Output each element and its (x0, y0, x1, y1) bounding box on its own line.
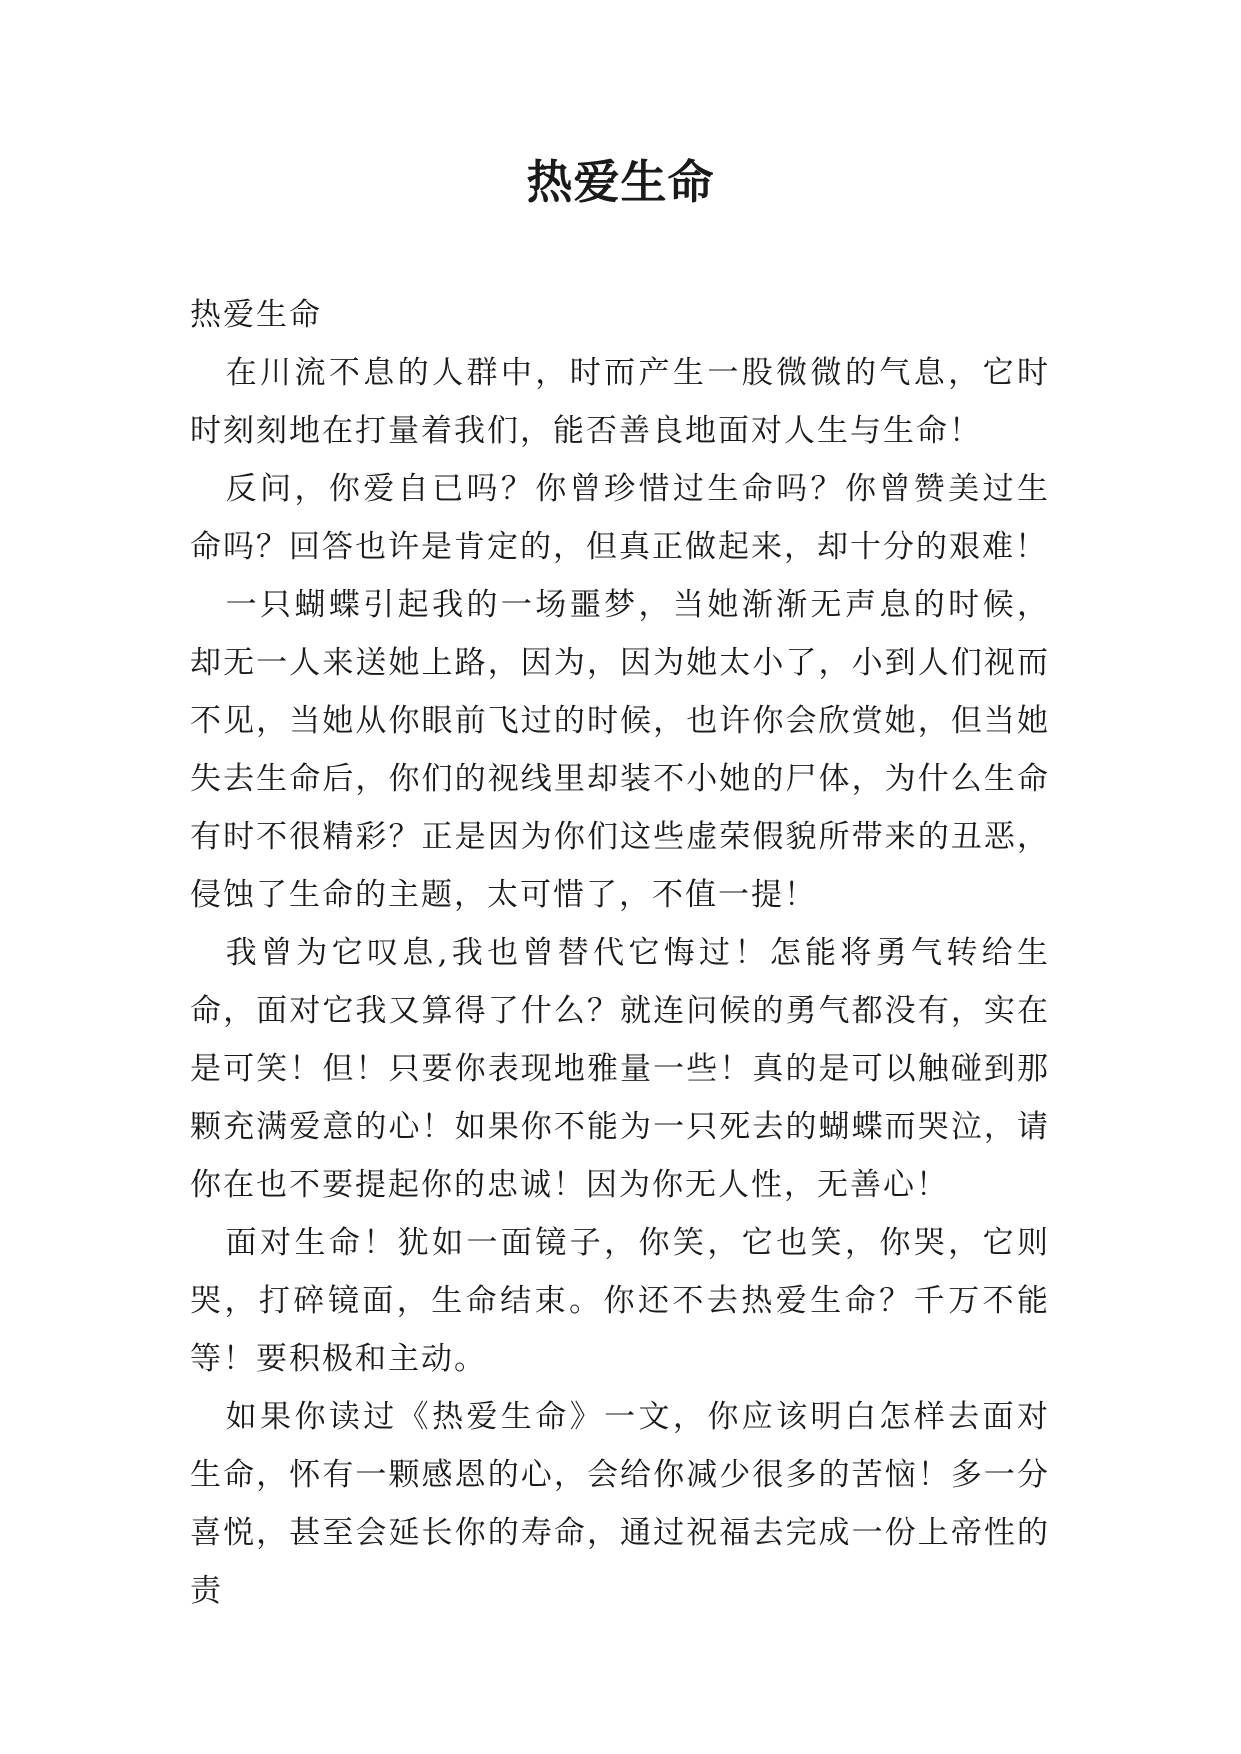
paragraph-1: 在川流不息的人群中，时而产生一股微微的气息，它时时刻刻地在打量着我们，能否善良地面对人生与生命！ (190, 355, 1050, 449)
document-title: 热爱生命 (526, 155, 715, 209)
paragraph-2: 反问，你爱自已吗？你曾珍惜过生命吗？你曾赞美过生命吗？回答也许是肯定的，但真正做起来，却十分的艰难！ (190, 471, 1050, 565)
paragraph-3: 一只蝴蝶引起我的一场噩梦，当她渐渐无声息的时候，却无一人来送她上路，因为，因为她太小了，小到人们视而不见，当她从你眼前飞过的时候，也许你会欣赏她，但当她失去生命后，你们的视线里却装不小她的尸体，为什么生命有时不很精彩？正是因为你们这些虚荣假貌所带来的丑恶，侵蚀了生命的主题，太可惜了，不值一提！ (190, 587, 1050, 913)
body-heading: 热爱生命 (190, 297, 322, 333)
paragraph-4: 我曾为它叹息,我也曾替代它悔过！怎能将勇气转给生命，面对它我又算得了什么？就连问候的勇气都没有，实在是可笑！但！只要你表现地雅量一些！真的是可以触碰到那颗充满爱意的心！如果你不能为一只死去的蝴蝶而哭泣，请你在也不要提起你的忠诚！因为你无人性，无善心！ (190, 935, 1050, 1203)
paragraph-5: 面对生命！犹如一面镜子，你笑，它也笑，你哭，它则哭，打碎镜面，生命结束。你还不去热爱生命？千万不能等！要积极和主动。 (190, 1225, 1050, 1377)
paragraph-6: 如果你读过《热爱生命》一文，你应该明白怎样去面对生命，怀有一颗感恩的心，会给你减少很多的苦恼！多一分喜悦，甚至会延长你的寿命，通过祝福去完成一份上帝性的责 (190, 1399, 1050, 1609)
document-body (190, 286, 1050, 1620)
